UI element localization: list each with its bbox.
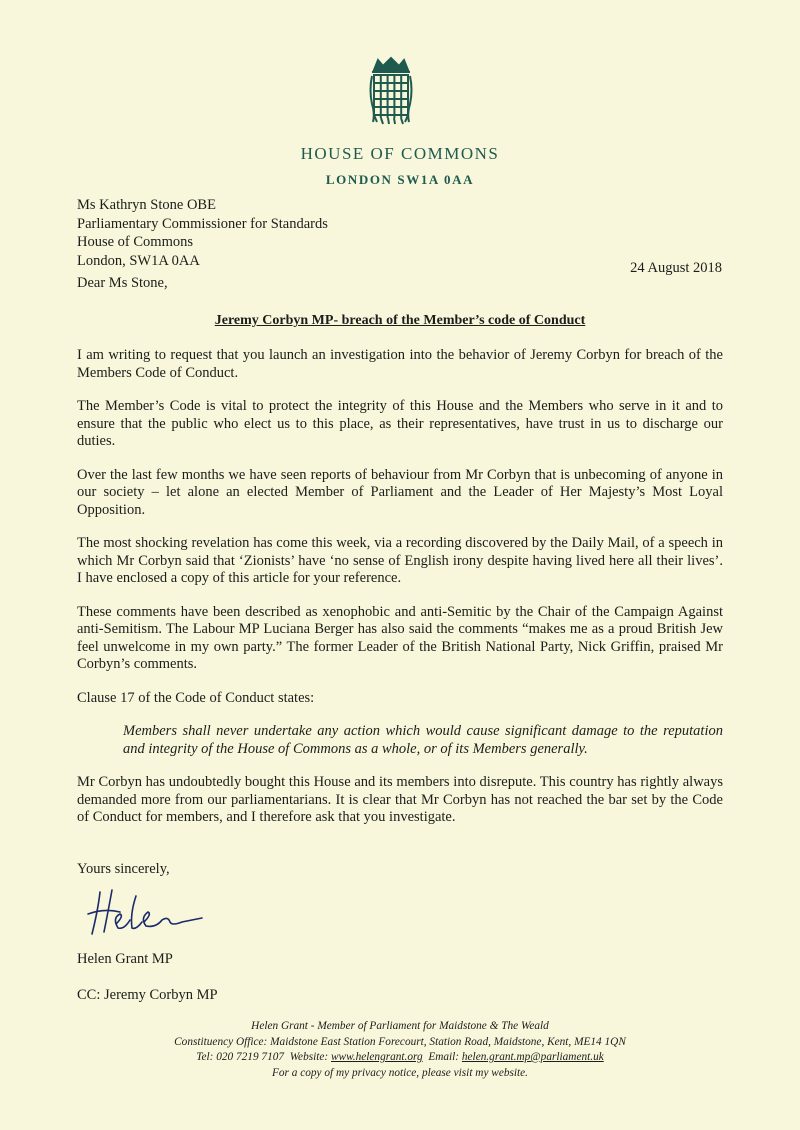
recipient-line: London, SW1A 0AA <box>77 252 200 269</box>
signoff: Yours sincerely, <box>77 861 170 877</box>
cc-line: CC: Jeremy Corbyn MP <box>77 987 218 1003</box>
body-paragraph: Mr Corbyn has undoubtedly bought this House and its members into disrepute. This country has rightly always demanded more from our parliamentarians. It is clear that Mr Corbyn has not reached the bar set by the Code of Conduct for members, and I therefore ask that you investigate. <box>77 774 723 825</box>
footer-email-link[interactable]: helen.grant.mp@parliament.uk <box>461 1051 604 1063</box>
footer-member-line: Helen Grant - Member of Parliament for Maidstone & The Weald <box>251 1020 549 1032</box>
footer-office-line: Constituency Office: Maidstone East Station Forecourt, Station Road, Maidstone, Kent, ME14 1QN <box>174 1035 626 1048</box>
handwritten-signature <box>86 888 206 938</box>
recipient-line: Parliamentary Commissioner for Standards <box>77 215 328 232</box>
footer-website-link[interactable]: www.helengrant.org <box>331 1051 423 1063</box>
recipient-address <box>77 196 328 270</box>
salutation: Dear Ms Stone, <box>77 275 168 291</box>
quoted-clause: Members shall never undertake any action which would cause significant damage to the reputation and integrity of the House of Commons as a whole, or of its Members generally. <box>123 723 723 757</box>
signer-name: Helen Grant MP <box>77 951 173 967</box>
footer-privacy-line: For a copy of my privacy notice, please visit my website. <box>272 1066 528 1079</box>
letter-footer <box>0 1019 800 1081</box>
body-paragraph: These comments have been described as xenophobic and anti-Semitic by the Chair of the Campaign Against anti-Semitism. The Labour MP Luciana Berger has also said the comments “makes me as a proud British Jew feel unwelcome in my own party.” The former Leader of the British National Party, Nick Griffin, praised Mr Corbyn’s comments. <box>77 603 723 672</box>
footer-contact-line <box>0 1050 800 1066</box>
subject-text: Jeremy Corbyn MP- breach of the Member’s code of Conduct <box>214 313 586 328</box>
footer-website-label: Website: <box>289 1051 329 1063</box>
letter-body <box>77 347 723 843</box>
subject-line <box>0 313 800 329</box>
body-paragraph: The Member’s Code is vital to protect the integrity of this House and the Members who serve in it and to ensure that the public who elect us to this place, as their representatives, have trust in us to discharge our duties. <box>77 398 723 449</box>
body-paragraph: I am writing to request that you launch an investigation into the behavior of Jeremy Corbyn for breach of the Members Code of Conduct. <box>77 347 723 381</box>
footer-tel: Tel: 020 7219 7107 <box>196 1051 285 1063</box>
footer-email-label: Email: <box>428 1051 460 1063</box>
recipient-line: House of Commons <box>77 234 193 250</box>
letterhead-title: HOUSE OF COMMONS <box>300 144 500 163</box>
letterhead-address: LONDON SW1A 0AA <box>325 172 475 187</box>
recipient-line: Ms Kathryn Stone OBE <box>77 197 216 213</box>
letter-date: 24 August 2018 <box>630 260 722 276</box>
body-paragraph: Clause 17 of the Code of Conduct states: <box>77 689 315 706</box>
body-paragraph: Over the last few months we have seen reports of behaviour from Mr Corbyn that is unbecoming of anyone in our society – let alone an elected Member of Parliament and the Leader of Her Majesty’s Most Loyal Opposition. <box>77 466 723 518</box>
body-paragraph: The most shocking revelation has come this week, via a recording discovered by the Daily Mail, of a speech in which Mr Corbyn said that ‘Zionists’ have ‘no sense of English irony despite having lived here all their lives’. I have enclosed a copy of this article for your reference. <box>77 535 723 586</box>
portcullis-crest-icon <box>368 56 414 126</box>
